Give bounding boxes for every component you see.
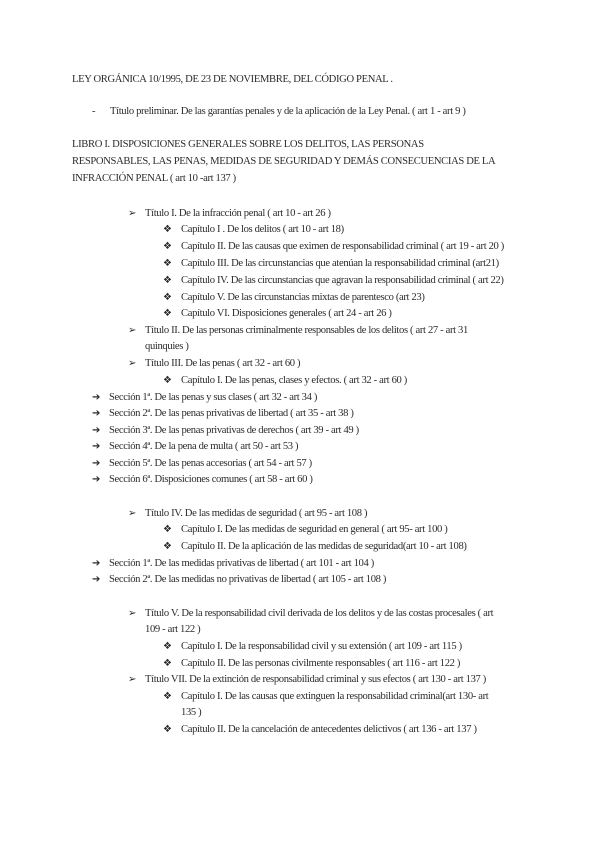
four-diamond-bullet-icon: ❖ [163,524,172,535]
arrowhead-bullet-icon: ➢ [128,325,137,336]
titulo1-capitulo-3: Capítulo III. De las circunstancias que atenúan la responsabilidad criminal (art21) [181,258,499,269]
four-diamond-bullet-icon: ❖ [163,375,172,386]
arrowhead-bullet-icon: ➢ [128,508,137,519]
four-diamond-bullet-icon: ❖ [163,224,172,235]
four-diamond-bullet-icon: ❖ [163,308,172,319]
arrow-bullet-icon: ➔ [92,392,101,403]
four-diamond-bullet-icon: ❖ [163,658,172,669]
titulo-4: Título IV. De las medidas de seguridad ( art 95 - art 108 ) [145,508,368,519]
titulo-7: Título VII. De la extinción de responsabilidad criminal y sus efectos ( art 130 - art 137 ) [145,674,486,685]
titulo4-seccion-2: Sección 2ª. De las medidas no privativas de libertad ( art 105 - art 108 ) [109,574,387,585]
four-diamond-bullet-icon: ❖ [163,691,172,702]
titulo-3: Título III. De las penas ( art 32 - art 60 ) [145,358,301,369]
titulo1-capitulo-6: Capítulo VI. Disposiciones generales ( art 24 - art 26 ) [181,308,392,319]
titulo1-capitulo-5: Capítulo V. De las circunstancias mixtas de parentesco (art 23) [181,292,425,303]
arrow-bullet-icon: ➔ [92,458,101,469]
arrow-bullet-icon: ➔ [92,425,101,436]
titulo-1: Título I. De la infracción penal ( art 10 - art 26 ) [145,208,331,219]
libro-line-1: LIBRO I. DISPOSICIONES GENERALES SOBRE LOS DELITOS, LAS PERSONAS [72,139,424,150]
titulo4-seccion-1: Sección 1ª. De las medidas privativas de libertad ( art 101 - art 104 ) [109,558,374,569]
titulo7-capitulo-1-line-1: Capítulo I. De las causas que extinguen la responsabilidad criminal(art 130- art [181,691,489,702]
titulo3-seccion-4: Sección 4ª. De la pena de multa ( art 50 - art 53 ) [109,441,299,452]
arrowhead-bullet-icon: ➢ [128,358,137,369]
four-diamond-bullet-icon: ❖ [163,292,172,303]
dash-bullet: - [92,106,96,117]
four-diamond-bullet-icon: ❖ [163,241,172,252]
titulo3-seccion-2: Sección 2ª. De las penas privativas de libertad ( art 35 - art 38 ) [109,408,354,419]
titulo4-capitulo-1: Capítulo I. De las medidas de seguridad en general ( art 95- art 100 ) [181,524,448,535]
titulo1-capitulo-4: Capítulo IV. De las circunstancias que agravan la responsabilidad criminal ( art 22) [181,275,504,286]
four-diamond-bullet-icon: ❖ [163,258,172,269]
titulo3-seccion-1: Sección 1ª. De las penas y sus clases ( art 32 - art 34 ) [109,392,318,403]
titulo-5-line-2: 109 - art 122 ) [145,624,201,635]
four-diamond-bullet-icon: ❖ [163,724,172,735]
titulo7-capitulo-2: Capítulo II. De la cancelación de antecedentes delictivos ( art 136 - art 137 ) [181,724,477,735]
arrow-bullet-icon: ➔ [92,558,101,569]
titulo3-capitulo-1: Capítulo I. De las penas, clases y efectos. ( art 32 - art 60 ) [181,375,407,386]
titulo3-seccion-5: Sección 5ª. De las penas accesorias ( art 54 - art 57 ) [109,458,312,469]
titulo-2-line-1: Título II. De las personas criminalmente responsables de los delitos ( art 27 - art 31 [145,325,468,336]
four-diamond-bullet-icon: ❖ [163,541,172,552]
arrowhead-bullet-icon: ➢ [128,208,137,219]
arrow-bullet-icon: ➔ [92,441,101,452]
titulo-2-line-2: quinquies ) [145,341,189,352]
four-diamond-bullet-icon: ❖ [163,641,172,652]
titulo-preliminar: Título preliminar. De las garantías penales y de la aplicación de la Ley Penal. ( art 1 - art 9 ) [110,106,466,117]
titulo7-capitulo-1-line-2: 135 ) [181,707,202,718]
arrowhead-bullet-icon: ➢ [128,608,137,619]
arrow-bullet-icon: ➔ [92,574,101,585]
arrow-bullet-icon: ➔ [92,408,101,419]
titulo5-capitulo-1: Capítulo I. De la responsabilidad civil y su extensión ( art 109 - art 115 ) [181,641,462,652]
titulo5-capitulo-2: Capítulo II. De las personas civilmente responsables ( art 116 - art 122 ) [181,658,461,669]
libro-line-2: RESPONSABLES, LAS PENAS, MEDIDAS DE SEGURIDAD Y DEMÁS CONSECUENCIAS DE LA [72,156,496,167]
document-heading: LEY ORGÁNICA 10/1995, DE 23 DE NOVIEMBRE, DEL CÓDIGO PENAL . [72,74,393,85]
titulo1-capitulo-1: Capítulo I . De los delitos ( art 10 - art 18) [181,224,344,235]
four-diamond-bullet-icon: ❖ [163,275,172,286]
titulo3-seccion-6: Sección 6ª. Disposiciones comunes ( art 58 - art 60 ) [109,474,313,485]
titulo1-capitulo-2: Capítulo II. De las causas que eximen de responsabilidad criminal ( art 19 - art 20 ) [181,241,504,252]
libro-line-3: INFRACCIÓN PENAL ( art 10 -art 137 ) [72,173,236,184]
titulo-5-line-1: Título V. De la responsabilidad civil derivada de los delitos y de las costas procesales ( art [145,608,494,619]
arrowhead-bullet-icon: ➢ [128,674,137,685]
titulo3-seccion-3: Sección 3ª. De las penas privativas de derechos ( art 39 - art 49 ) [109,425,359,436]
arrow-bullet-icon: ➔ [92,474,101,485]
titulo4-capitulo-2: Capítulo II. De la aplicación de las medidas de seguridad(art 10 - art 108) [181,541,467,552]
